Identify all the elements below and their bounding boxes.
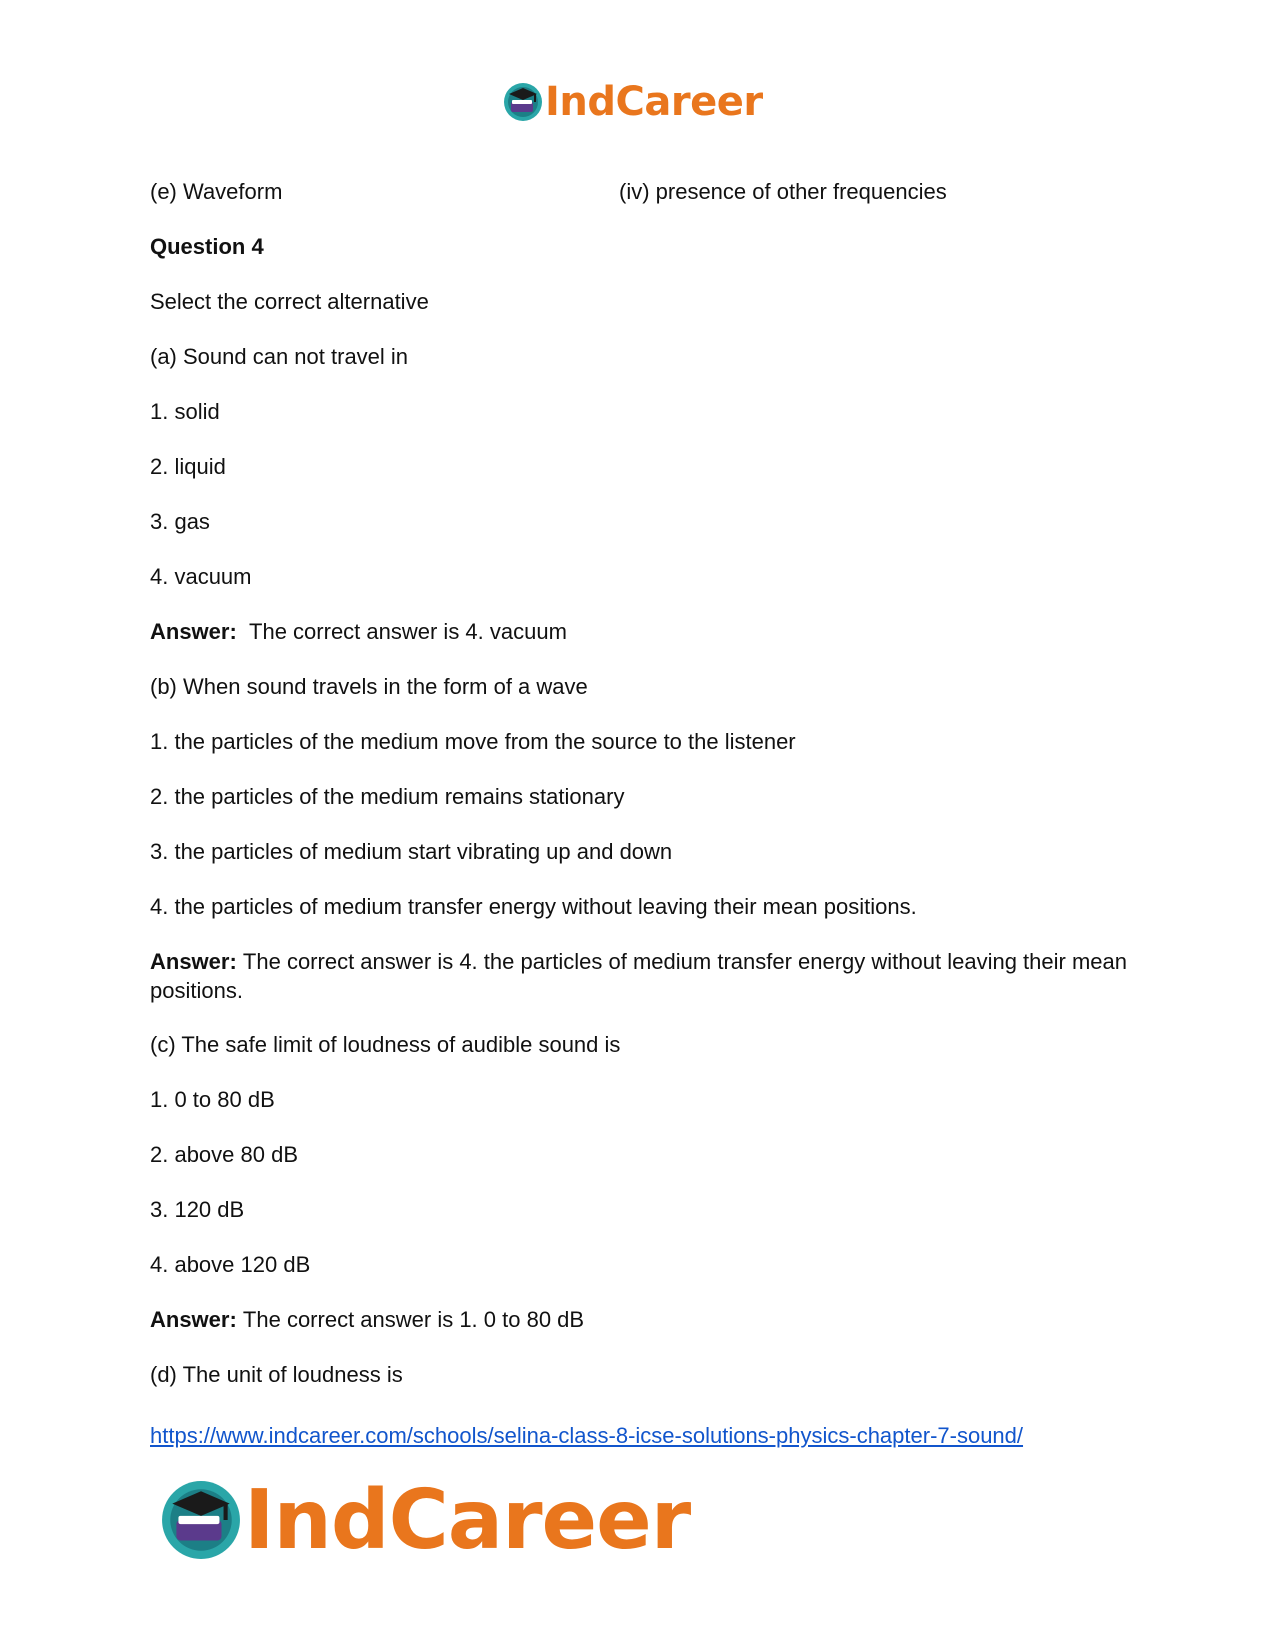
answer-text: The correct answer is 4. the particles of medium transfer energy without leaving their mean positions. [150, 949, 1127, 1003]
part-a-option: 3. gas [150, 509, 210, 534]
part-b-answer [150, 947, 1130, 1005]
part-c-option: 4. above 120 dB [150, 1252, 311, 1277]
answer-text: The correct answer is 1. 0 to 80 dB [242, 1307, 585, 1332]
part-a-option: 2. liquid [150, 454, 226, 479]
source-link[interactable]: https://www.indcareer.com/schools/selina-class-8-icse-solutions-physics-chapter-7-sound/ [150, 1423, 1024, 1448]
part-a-prompt: (a) Sound can not travel in [150, 344, 409, 369]
globe-book-icon [503, 82, 543, 122]
part-b-option: 3. the particles of medium start vibrating up and down [150, 839, 673, 864]
header-logo [503, 78, 763, 126]
part-c-answer [150, 1306, 584, 1334]
part-c-option: 2. above 80 dB [150, 1142, 299, 1167]
match-right-item: (iv) presence of other frequencies [619, 179, 947, 204]
answer-label: Answer: [150, 949, 237, 974]
answer-label: Answer: [150, 1307, 237, 1332]
part-a-option: 1. solid [150, 399, 220, 424]
part-c-option: 1. 0 to 80 dB [150, 1087, 275, 1112]
globe-book-icon [160, 1479, 242, 1561]
part-b-option: 2. the particles of the medium remains stationary [150, 784, 625, 809]
part-a-answer [150, 618, 567, 646]
question-heading: Question 4 [150, 234, 264, 259]
part-c-option: 3. 120 dB [150, 1197, 245, 1222]
answer-text: The correct answer is 4. vacuum [249, 619, 567, 644]
question-instruction: Select the correct alternative [150, 289, 429, 314]
part-b-option: 4. the particles of medium transfer energy without leaving their mean positions. [150, 894, 917, 919]
answer-label: Answer: [150, 619, 237, 644]
part-a-option: 4. vacuum [150, 564, 252, 589]
logo-wordmark: IndCareer [244, 1472, 691, 1568]
part-c-prompt: (c) The safe limit of loudness of audible sound is [150, 1032, 621, 1057]
part-b-option: 1. the particles of the medium move from the source to the listener [150, 729, 796, 754]
part-d-prompt: (d) The unit of loudness is [150, 1362, 403, 1387]
footer-logo [160, 1474, 690, 1566]
match-left-item: (e) Waveform [150, 179, 283, 204]
logo-wordmark: IndCareer [545, 79, 763, 125]
part-b-prompt: (b) When sound travels in the form of a wave [150, 674, 588, 699]
